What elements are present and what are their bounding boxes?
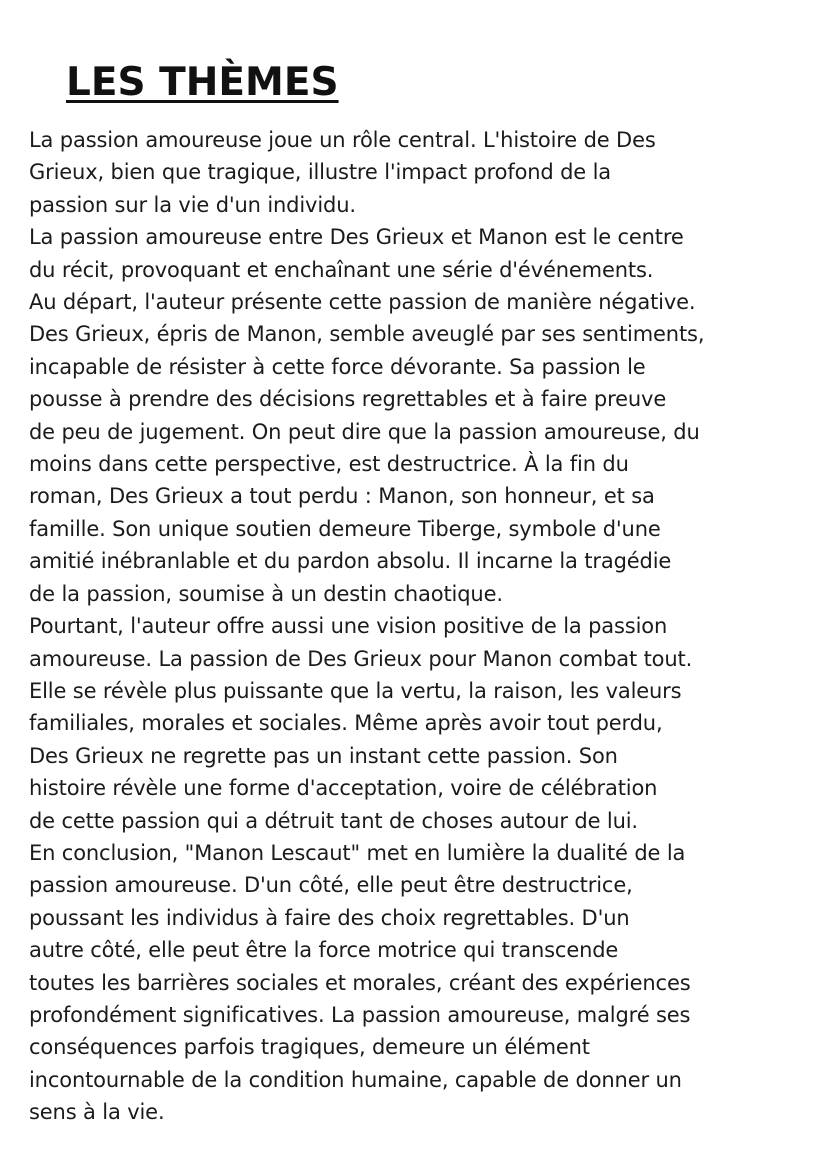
text-line: de peu de jugement. On peut dire que la passion amoureuse, du [29, 419, 700, 444]
text-line: histoire révèle une forme d'acceptation, voire de célébration [29, 776, 658, 801]
text-line: pousse à prendre des décisions regrettables et à faire preuve [29, 387, 667, 412]
text-line: incontournable de la condition humaine, capable de donner un [29, 1067, 682, 1092]
page-title: LES THÈMES [66, 60, 339, 105]
body-text [29, 124, 804, 1129]
text-line: conséquences parfois tragiques, demeure un élément [29, 1035, 590, 1060]
text-line: famille. Son unique soutien demeure Tiberge, symbole d'une [29, 516, 661, 541]
text-line: autre côté, elle peut être la force motrice qui transcende [29, 938, 619, 963]
text-line: En conclusion, "Manon Lescaut" met en lumière la dualité de la [29, 840, 686, 865]
text-line: Grieux, bien que tragique, illustre l'impact profond de la [29, 160, 612, 185]
text-line: de la passion, soumise à un destin chaotique. [29, 581, 503, 606]
text-line: toutes les barrières sociales et morales, créant des expériences [29, 970, 691, 995]
text-line: Des Grieux, épris de Manon, semble aveuglé par ses sentiments, [29, 322, 705, 347]
text-line: La passion amoureuse joue un rôle central. L'histoire de Des [29, 128, 656, 152]
text-line: La passion amoureuse entre Des Grieux et Manon est le centre [29, 225, 684, 250]
text-line: roman, Des Grieux a tout perdu : Manon, son honneur, et sa [29, 484, 655, 509]
text-line: Pourtant, l'auteur offre aussi une vision positive de la passion [29, 614, 668, 639]
text-line: moins dans cette perspective, est destructrice. À la fin du [29, 452, 629, 477]
text-line: sens à la vie. [29, 1100, 165, 1125]
text-line: du récit, provoquant et enchaînant une série d'événements. [29, 257, 654, 282]
text-line: profondément significatives. La passion amoureuse, malgré ses [29, 1002, 691, 1027]
text-line: familiales, morales et sociales. Même après avoir tout perdu, [29, 711, 663, 736]
text-line: passion sur la vie d'un individu. [29, 192, 356, 217]
text-line: Elle se révèle plus puissante que la vertu, la raison, les valeurs [29, 678, 682, 703]
text-line: poussant les individus à faire des choix regrettables. D'un [29, 905, 630, 930]
text-line: de cette passion qui a détruit tant de choses autour de lui. [29, 808, 638, 833]
text-line: amitié inébranlable et du pardon absolu. Il incarne la tragédie [29, 549, 672, 574]
text-line: Au départ, l'auteur présente cette passion de manière négative. [29, 290, 696, 315]
text-line: passion amoureuse. D'un côté, elle peut être destructrice, [29, 873, 633, 898]
text-line: incapable de résister à cette force dévorante. Sa passion le [29, 354, 646, 379]
text-line: Des Grieux ne regrette pas un instant cette passion. Son [29, 743, 618, 768]
text-line: amoureuse. La passion de Des Grieux pour Manon combat tout. [29, 646, 693, 671]
